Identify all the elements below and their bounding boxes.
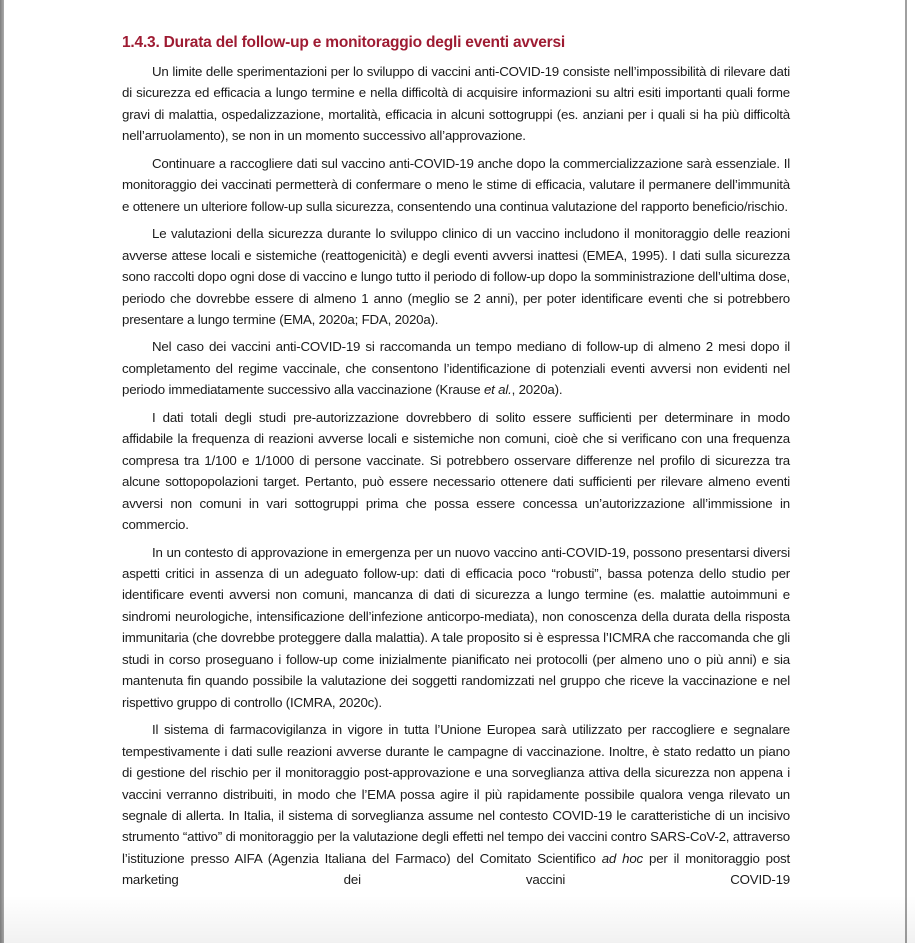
text-run: In un contesto di approvazione in emergenza per un nuovo vaccino anti-COVID-19, possono presentarsi diversi aspetti critici in assenza di un adeguato follow-up: dati di efficacia poco “robusti”, bassa potenza dello studio per identificare eventi avversi non comuni, mancanza di dati di sicurezza a lungo termine (es. malattie autoimmuni e sindromi neurologiche, intensificazione dell’infezione anticorpo-mediata), non conoscenza della durata della risposta immunitaria (che dovrebbe proteggere dalla malattia). A tale proposito si è espressa l’ICMRA che raccomanda che gli studi in corso proseguano i follow-up come inizialmente pianificato nei protocolli (per almeno uno o più anni) e sia mantenuta fin quando possibile la valutazione dei soggetti randomizzati nel gruppo che riceve la vaccinazione e nel rispettivo gruppo di controllo (ICMRA, 2020c). xyxy=(122,544,790,710)
text-run: Un limite delle sperimentazioni per lo sviluppo di vaccini anti-COVID-19 consiste nell’impossibilità di rilevare dati di sicurezza ed efficacia a lungo termine e nella difficoltà di acquisire informazioni su altri esiti importanti quali forme gravi di malattia, ospedalizzazione, mortalità, efficacia in alcuni sottogruppi (es. anziani per i quali si ha più difficoltà nell’arruolamento), se non in un momento successivo all’approvazione. xyxy=(122,64,790,144)
page-bottom-shade xyxy=(0,895,915,943)
paragraph-5 xyxy=(122,407,790,536)
paragraph-6 xyxy=(122,542,790,714)
text-run: I dati totali degli studi pre-autorizzazione dovrebbero di solito essere sufficienti per determinare in modo affidabile la frequenza di reazioni avverse locali e sistemiche non comuni, cioè che si verificano con una frequenza compresa tra 1/100 e 1/1000 di persone vaccinate. Si potrebbero osservare differenze nel profilo di sicurezza tra alcune sottopopolazioni target. Pertanto, può essere necessario ottenere dati sufficienti per rilevare almeno eventi avversi non comuni in vari sottogruppi prima che possa essere concessa un’autorizzazione all’immissione in commercio. xyxy=(122,409,790,533)
document-body xyxy=(122,61,790,891)
paragraph-4 xyxy=(122,336,790,400)
text-run-italic: et al. xyxy=(483,382,512,398)
text-run: Il sistema di farmacovigilanza in vigore in tutta l’Unione Europea sarà utilizzato per raccogliere e segnalare tempestivamente i dati sulle reazioni avverse durante le campagne di vaccinazione. Inoltre, è stato redatto un piano di gestione del rischio per il monitoraggio post-approvazione e una sorveglianza attiva della sicurezza non appena i vaccini verranno distribuiti, in modo che l’EMA possa agire il più rapidamente possibile qualora venga rilevato un segnale di allerta. In Italia, il sistema di sorveglianza assume nel contesto COVID-19 le caratteristiche di un incisivo strumento “attivo” di monitoraggio per la valutazione degli effetti nel tempo dei vaccini contro SARS-CoV-2, attraverso l’istituzione presso AIFA (Agenzia Italiana del Farmaco) del Comitato Scientifico xyxy=(122,722,790,866)
text-run: Continuare a raccogliere dati sul vaccino anti-COVID-19 anche dopo la commercializzazione sarà essenziale. Il monitoraggio dei vaccinati permetterà di confermare o meno le stime di efficacia, valutare il permanere dell’immunità e ottenere un ulteriore follow-up sulla sicurezza, consentendo una continua valutazione del rapporto beneficio/rischio. xyxy=(122,155,790,214)
page-right-edge xyxy=(905,0,907,943)
page-left-edge xyxy=(0,0,4,943)
paragraph-2 xyxy=(122,153,790,217)
section-heading: 1.4.3. Durata del follow-up e monitoraggio degli eventi avversi xyxy=(122,34,566,51)
paragraph-1 xyxy=(122,61,790,147)
text-run: Nel caso dei vaccini anti-COVID-19 si raccomanda un tempo mediano di follow-up di almeno 2 mesi dopo il completamento del regime vaccinale, che consentono l’identificazione di potenziali eventi avversi non evidenti nel periodo immediatamente successivo alla vaccinazione (Krause xyxy=(122,339,790,398)
text-run: , 2020a). xyxy=(511,382,563,398)
text-run-italic: ad hoc xyxy=(601,850,643,866)
text-run: Le valutazioni della sicurezza durante lo sviluppo clinico di un vaccino includono il monitoraggio delle reazioni avverse attese locali e sistemiche (reattogenicità) e degli eventi avversi inattesi (EMEA, 1995). I dati sulla sicurezza sono raccolti dopo ogni dose di vaccino e lungo tutto il periodo di follow-up dopo la somministrazione dell’ultima dose, periodo che dovrebbe essere di almeno 1 anno (meglio se 2 anni), per poter identificare eventi che si potrebbero presentare a lungo termine (EMA, 2020a; FDA, 2020a). xyxy=(122,226,790,327)
paragraph-3 xyxy=(122,223,790,330)
paragraph-7 xyxy=(122,719,790,891)
text-run: per il monitoraggio post marketing dei vaccini COVID-19 xyxy=(122,850,790,888)
document-content xyxy=(122,0,790,897)
